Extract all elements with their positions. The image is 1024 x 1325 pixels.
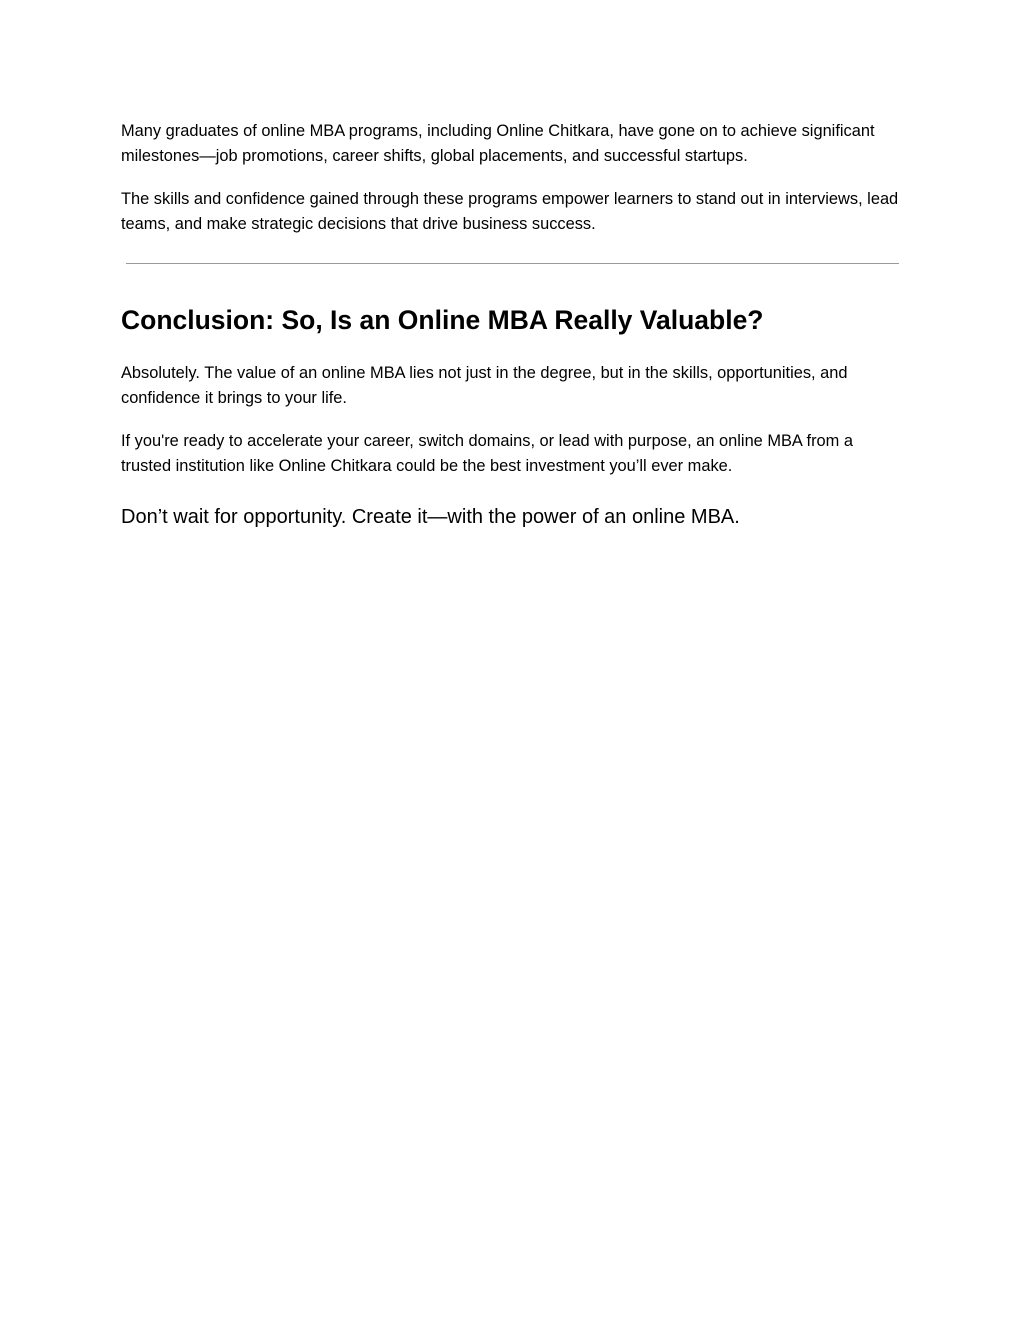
section-divider	[126, 263, 899, 264]
document-page	[121, 119, 905, 531]
skills-confidence-paragraph: The skills and confidence gained through these programs empower learners to stand out in interviews, lead teams, and make strategic decisions that drive business success.	[121, 190, 899, 233]
conclusion-heading: Conclusion: So, Is an Online MBA Really Valuable?	[121, 305, 764, 335]
conclusion-value-paragraph: Absolutely. The value of an online MBA lies not just in the degree, but in the skills, opportunities, and confidence it brings to your life.	[121, 364, 848, 407]
closing-statement: Don’t wait for opportunity. Create it—with the power of an online MBA.	[121, 506, 740, 528]
conclusion-invest-paragraph: If you're ready to accelerate your career, switch domains, or lead with purpose, an online MBA from a trusted institution like Online Chitkara could be the best investment you’ll ever make.	[121, 432, 853, 475]
success-stories-paragraph: Many graduates of online MBA programs, including Online Chitkara, have gone on to achieve significant milestones—job promotions, career shifts, global placements, and successful startups.	[121, 122, 875, 165]
